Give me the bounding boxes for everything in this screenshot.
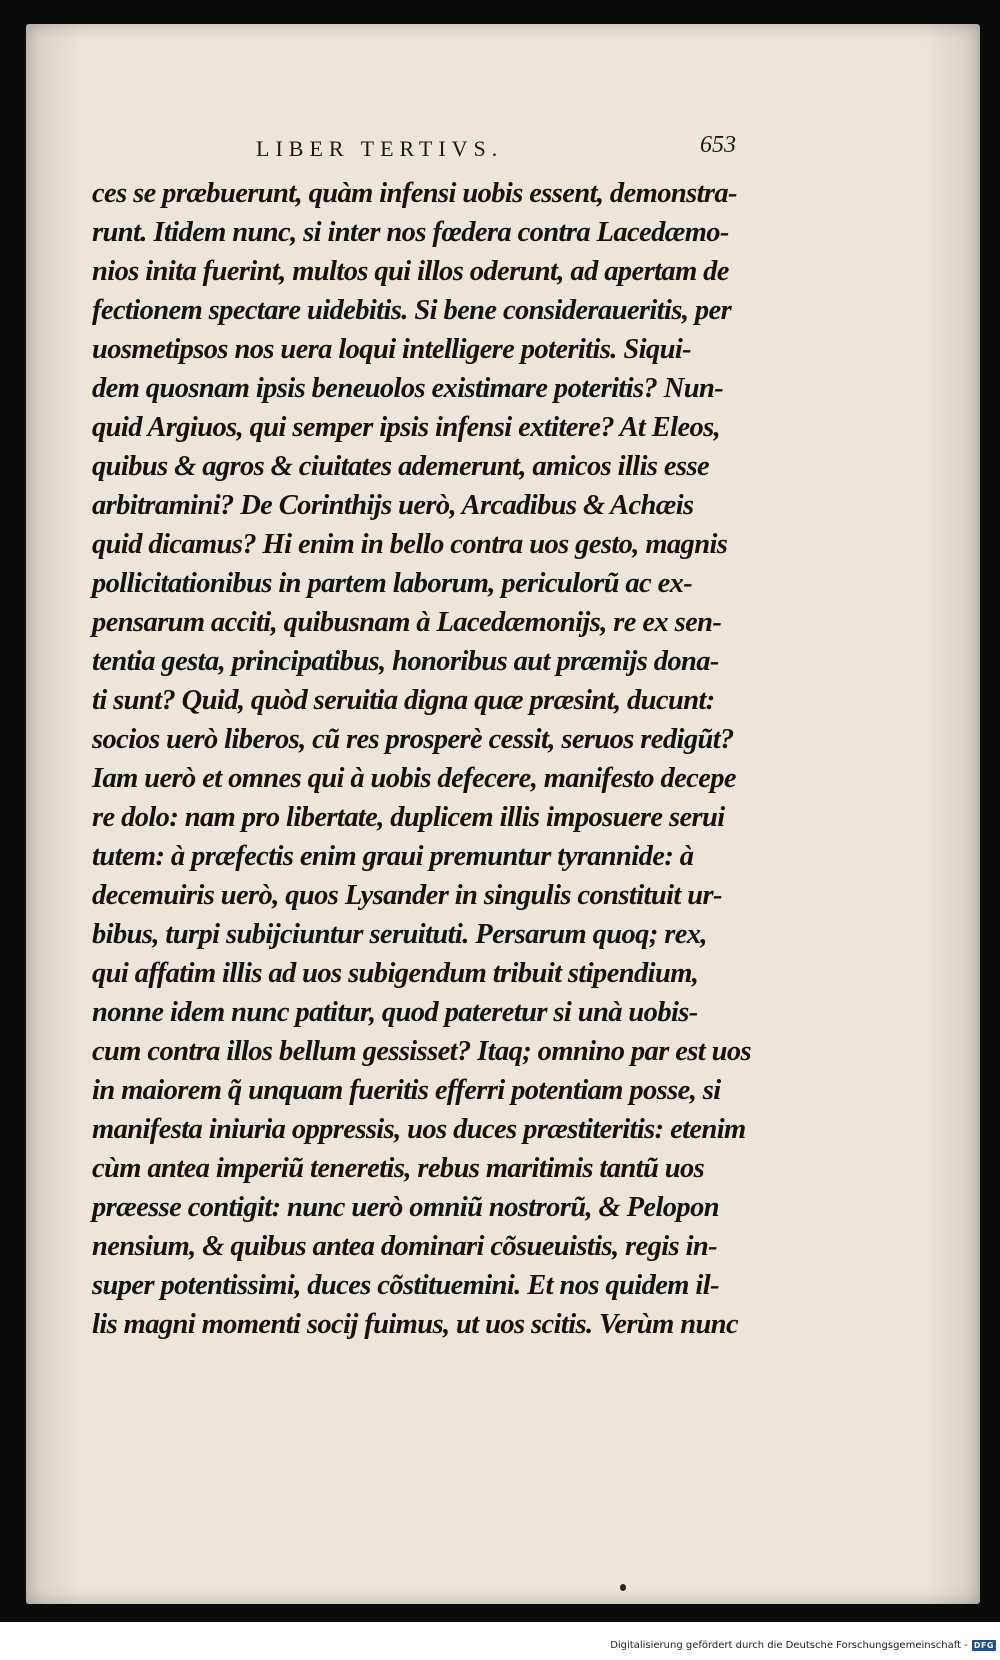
text-line: decemuiris uerò, quos Lysander in singulis constituit ur- <box>92 880 722 911</box>
text-line: uosmetipsos nos uera loqui intelligere poteritis. Siqui- <box>92 334 692 365</box>
text-line: dem quosnam ipsis beneuolos existimare poteritis? Nun- <box>92 373 724 404</box>
running-head: LIBER TERTIVS. <box>256 136 504 161</box>
text-line: qui affatim illis ad uos subigendum tribuit stipendium, <box>92 958 699 989</box>
body-text <box>92 174 772 1344</box>
text-line: nios inita fuerint, multos qui illos oderunt, ad apertam de <box>92 256 729 287</box>
text-line: pensarum acciti, quibusnam à Lacedæmonijs, re ex sen- <box>92 607 722 638</box>
page-number: 653 <box>700 132 736 158</box>
text-line: bibus, turpi subijciuntur seruituti. Persarum quoq; rex, <box>92 919 707 950</box>
text-line: fectionem spectare uidebitis. Si bene consideraueritis, per <box>92 295 732 326</box>
text-line: in maiorem q̃ unquam fueritis efferri potentiam posse, si <box>92 1075 721 1106</box>
text-line: ti sunt? Quid, quòd seruitia digna quæ præsint, ducunt: <box>92 685 715 716</box>
text-line: cùm antea imperiũ teneretis, rebus maritimis tantũ uos <box>92 1153 705 1184</box>
digitization-credit <box>610 1640 996 1651</box>
text-line: pollicitationibus in partem laborum, periculorũ ac ex- <box>92 568 693 599</box>
text-line: runt. Itidem nunc, si inter nos fœdera contra Lacedæmo- <box>92 217 729 248</box>
text-line: quid dicamus? Hi enim in bello contra uos gesto, magnis <box>92 529 728 560</box>
text-line: arbitramini? De Corinthijs uerò, Arcadibus & Achæis <box>92 490 694 521</box>
text-line: quid Argiuos, qui semper ipsis infensi extitere? At Eleos, <box>92 412 721 443</box>
credit-text: Digitalisierung gefördert durch die Deutsche Forschungsgemeinschaft - <box>610 1640 968 1651</box>
text-line: Iam uerò et omnes qui à uobis defecere, manifesto decepe <box>92 763 736 794</box>
text-line: cum contra illos bellum gessisset? Itaq; omnino par est uos <box>92 1036 751 1067</box>
text-line: tutem: à præfectis enim graui premuntur tyrannide: à <box>92 841 694 872</box>
text-line: re dolo: nam pro libertate, duplicem illis imposuere serui <box>92 802 725 833</box>
book-page <box>26 24 980 1604</box>
text-line: super potentissimi, duces cõstituemini. Et nos quidem il- <box>92 1270 719 1301</box>
text-line: socios uerò liberos, cũ res prosperè cessit, seruos redigũt? <box>92 724 734 755</box>
text-line: ces se præbuerunt, quàm infensi uobis essent, demonstra- <box>92 178 737 209</box>
printer-mark <box>620 1584 626 1591</box>
dfg-logo: DFG <box>973 1641 994 1650</box>
text-line: tentia gesta, principatibus, honoribus aut præmijs dona- <box>92 646 719 677</box>
text-line: lis magni momenti socij fuimus, ut uos scitis. Verùm nunc <box>92 1309 739 1340</box>
text-line: præesse contigit: nunc uerò omniũ nostrorũ, & Pelopon <box>92 1192 719 1223</box>
text-line: nensium, & quibus antea dominari cõsueuistis, regis in- <box>92 1231 718 1262</box>
text-line: nonne idem nunc patitur, quod pateretur si unà uobis- <box>92 997 698 1028</box>
text-line: manifesta iniuria oppressis, uos duces præstiteritis: etenim <box>92 1114 746 1145</box>
text-line: quibus & agros & ciuitates ademerunt, amicos illis esse <box>92 451 710 482</box>
